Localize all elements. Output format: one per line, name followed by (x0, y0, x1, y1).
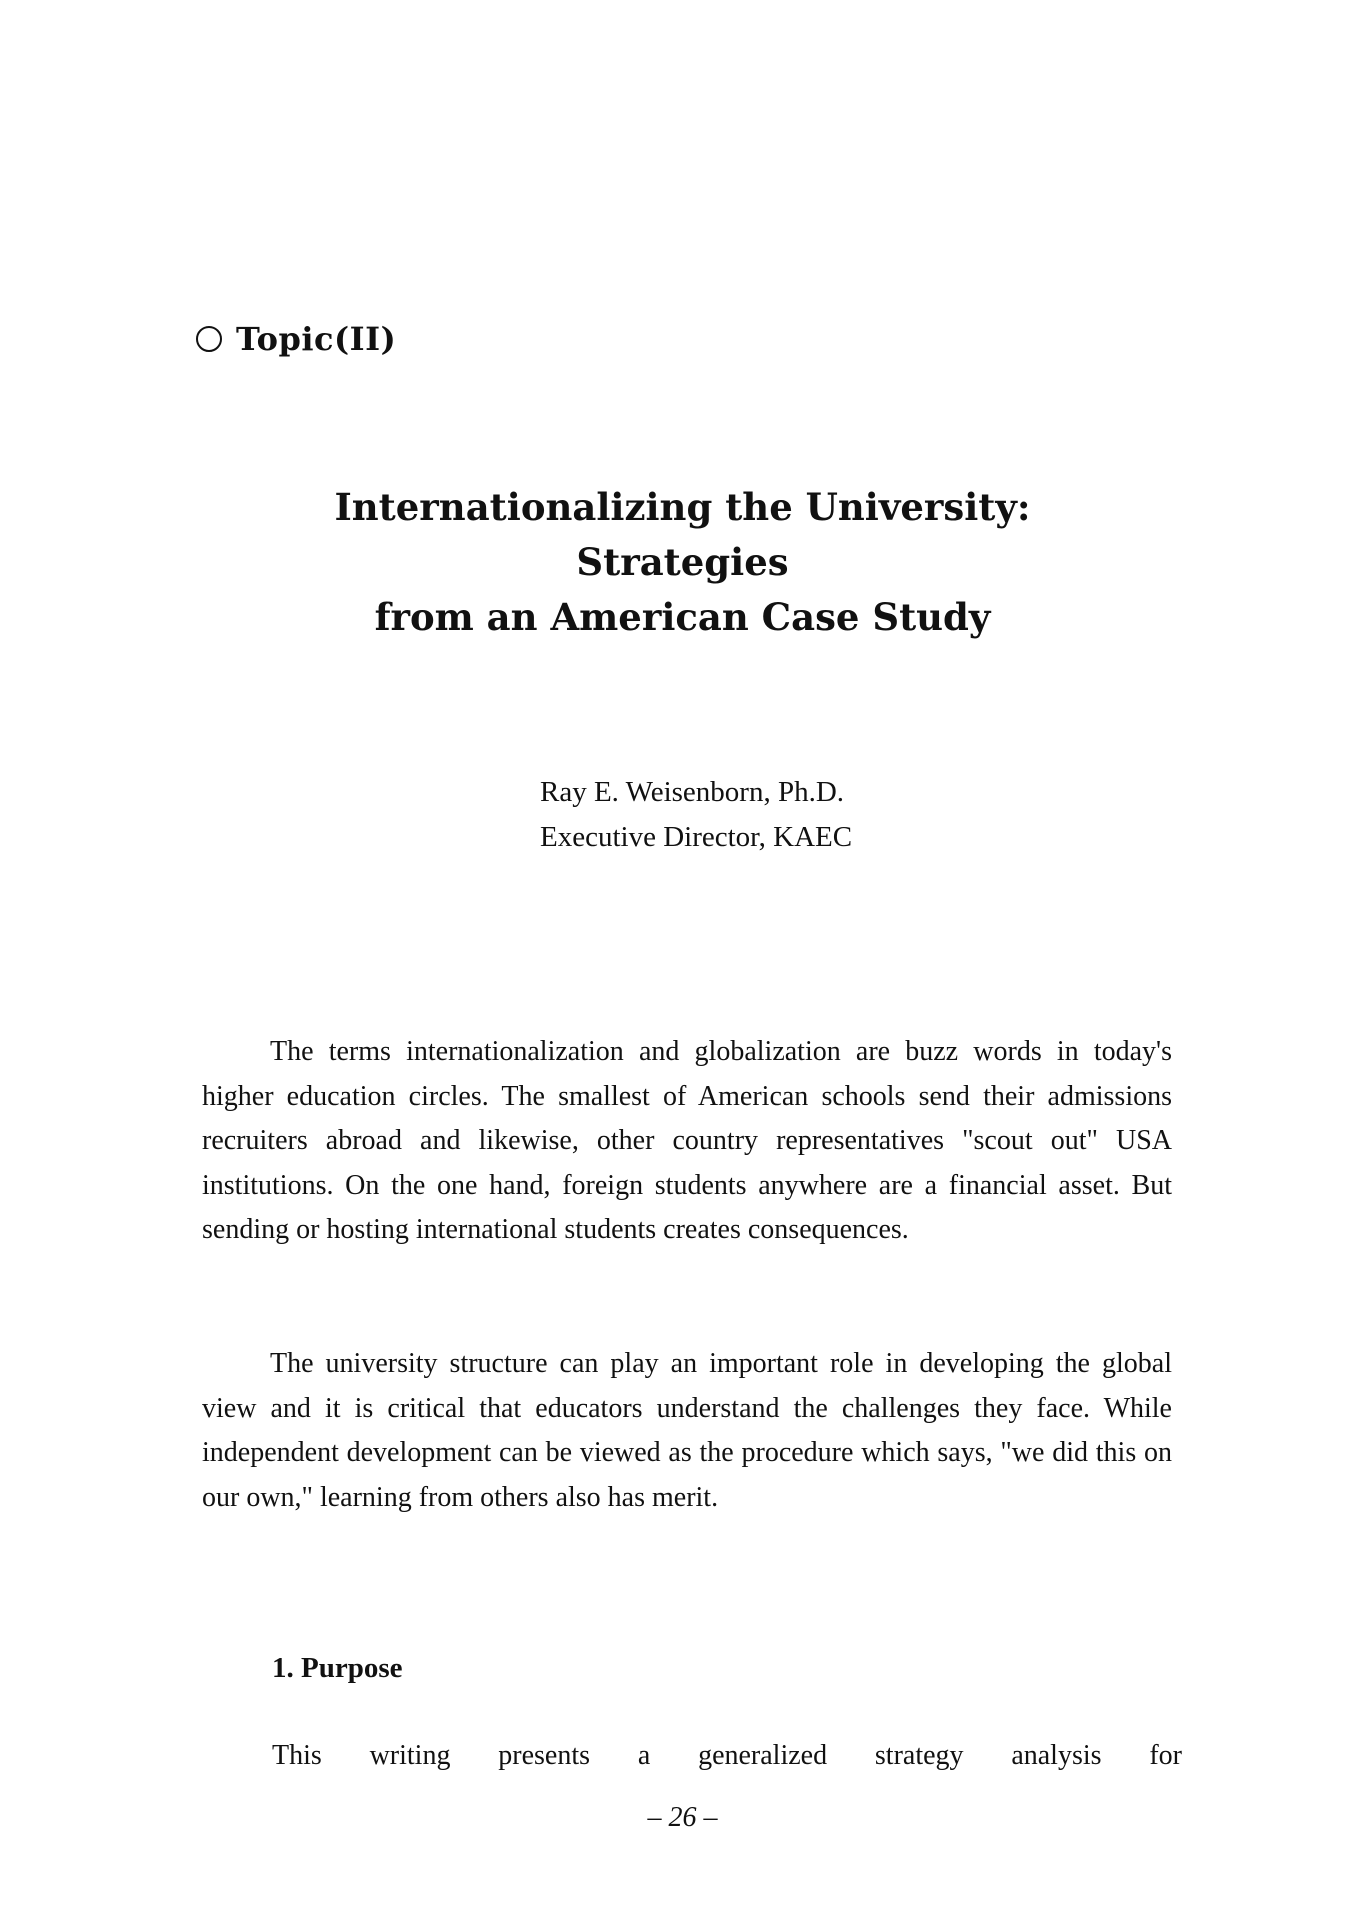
word: This (272, 1740, 322, 1771)
document-title (0, 480, 1365, 645)
author-position: Executive Director, KAEC (540, 821, 853, 853)
body-paragraph-2: The university structure can play an important role in developing the global view and it is critical that educators understand the challenges they face. While independent development can be viewed as the procedure which says, "we did this on our own," learning from others also has merit. (202, 1348, 1172, 1513)
author-name: Ray E. Weisenborn, Ph.D. (540, 776, 845, 808)
circle-bullet-icon (196, 326, 222, 352)
word: a (637, 1740, 651, 1771)
section-first-line (272, 1740, 1182, 1772)
word: strategy (874, 1740, 964, 1771)
title-line: Strategies (576, 540, 789, 584)
word: analysis (1011, 1740, 1102, 1771)
section-heading-purpose: 1. Purpose (272, 1652, 403, 1684)
page-number: – 26 – (647, 1802, 718, 1833)
title-line: from an American Case Study (374, 595, 991, 639)
word: writing (369, 1740, 451, 1771)
title-line: Internationalizing the University: (334, 485, 1031, 529)
word: generalized (698, 1740, 828, 1771)
body-paragraph-1: The terms internationalization and globalization are buzz words in today's higher education circles. The smallest of American schools send their admissions recruiters abroad and likewise, other country representatives "scout out" USA institutions. On the one hand, foreign students anywhere are a financial asset. But sending or hosting international students creates consequences. (202, 1036, 1172, 1245)
word: presents (498, 1740, 591, 1771)
author-block (540, 770, 852, 860)
word: for (1149, 1740, 1182, 1771)
topic-heading (196, 320, 396, 358)
topic-label: Topic(II) (236, 320, 397, 358)
